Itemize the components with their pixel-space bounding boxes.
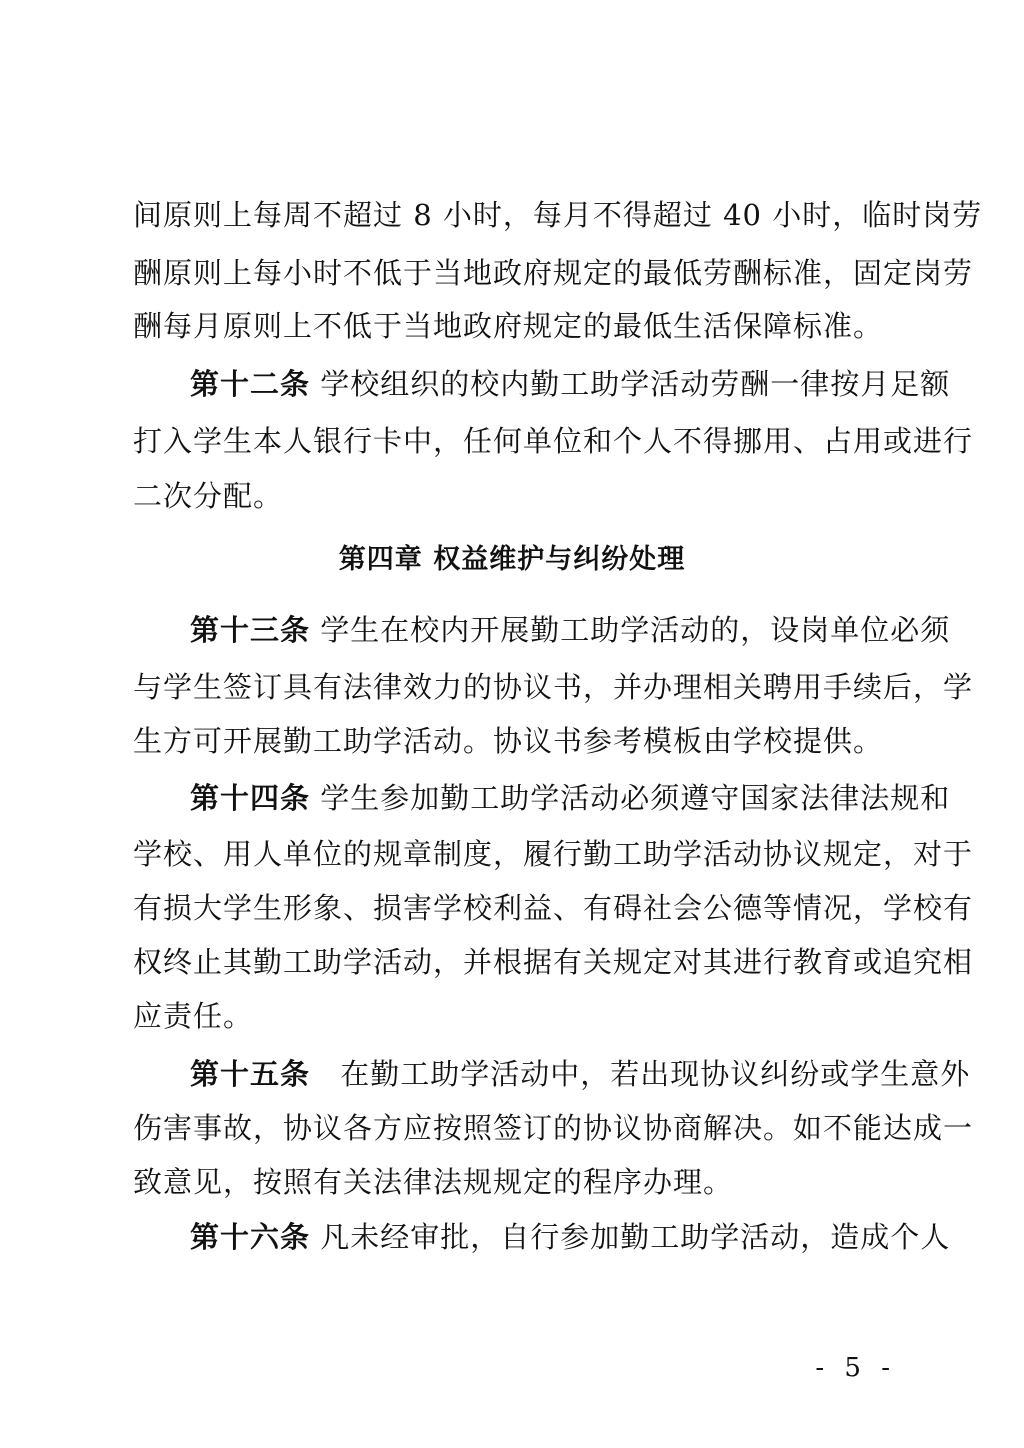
body-text-line: 间原则上每周不超过 8 小时，每月不得超过 40 小时，临时岗劳 xyxy=(133,198,983,232)
body-text-line: 致意见，按照有关法律法规规定的程序办理。 xyxy=(133,1165,734,1199)
page-number: - 5 - xyxy=(815,1353,896,1383)
body-text-line: 权终止其勤工助学活动，并根据有关规定对其进行教育或追究相 xyxy=(133,945,974,979)
body-text-line: 生方可开展勤工助学活动。协议书参考模板由学校提供。 xyxy=(133,724,884,758)
body-text-line: 打入学生本人银行卡中，任何单位和个人不得挪用、占用或进行 xyxy=(133,424,974,458)
article-16-text: 凡未经审批，自行参加勤工助学活动，造成个人 xyxy=(320,1220,951,1254)
body-text-line: 二次分配。 xyxy=(133,479,284,513)
body-text-line: 酬每月原则上不低于当地政府规定的最低生活保障标准。 xyxy=(133,309,884,343)
article-12-first-line xyxy=(190,364,951,404)
body-text-line: 有损大学生形象、损害学校利益、有碍社会公德等情况，学校有 xyxy=(133,891,974,925)
article-13-first-line xyxy=(190,610,951,650)
article-12-label: 第十二条 xyxy=(190,367,311,401)
body-text-line: 学校、用人单位的规章制度，履行勤工助学活动协议规定，对于 xyxy=(133,837,974,871)
chapter-heading: 第四章 权益维护与纠纷处理 xyxy=(338,544,686,575)
body-text-line: 与学生签订具有法律效力的协议书，并办理相关聘用手续后，学 xyxy=(133,670,974,704)
body-text-line: 伤害事故，协议各方应按照签订的协议协商解决。如不能达成一 xyxy=(133,1111,974,1145)
article-14-first-line xyxy=(190,778,951,818)
article-13-text: 学生在校内开展勤工助学活动的，设岗单位必须 xyxy=(320,613,951,647)
article-15-text: 在勤工助学活动中，若出现协议纠纷或学生意外 xyxy=(340,1057,971,1091)
article-14-text: 学生参加勤工助学活动必须遵守国家法律法规和 xyxy=(320,781,951,815)
article-15-first-line xyxy=(190,1054,971,1094)
article-14-label: 第十四条 xyxy=(190,781,311,815)
article-16-first-line xyxy=(190,1217,951,1257)
article-15-label: 第十五条 xyxy=(190,1057,311,1091)
article-12-text: 学校组织的校内勤工助学活动劳酬一律按月足额 xyxy=(320,367,951,401)
body-text-line: 酬原则上每小时不低于当地政府规定的最低劳酬标准，固定岗劳 xyxy=(133,256,974,290)
article-16-label: 第十六条 xyxy=(190,1220,311,1254)
article-13-label: 第十三条 xyxy=(190,613,311,647)
body-text-line: 应责任。 xyxy=(133,999,254,1033)
